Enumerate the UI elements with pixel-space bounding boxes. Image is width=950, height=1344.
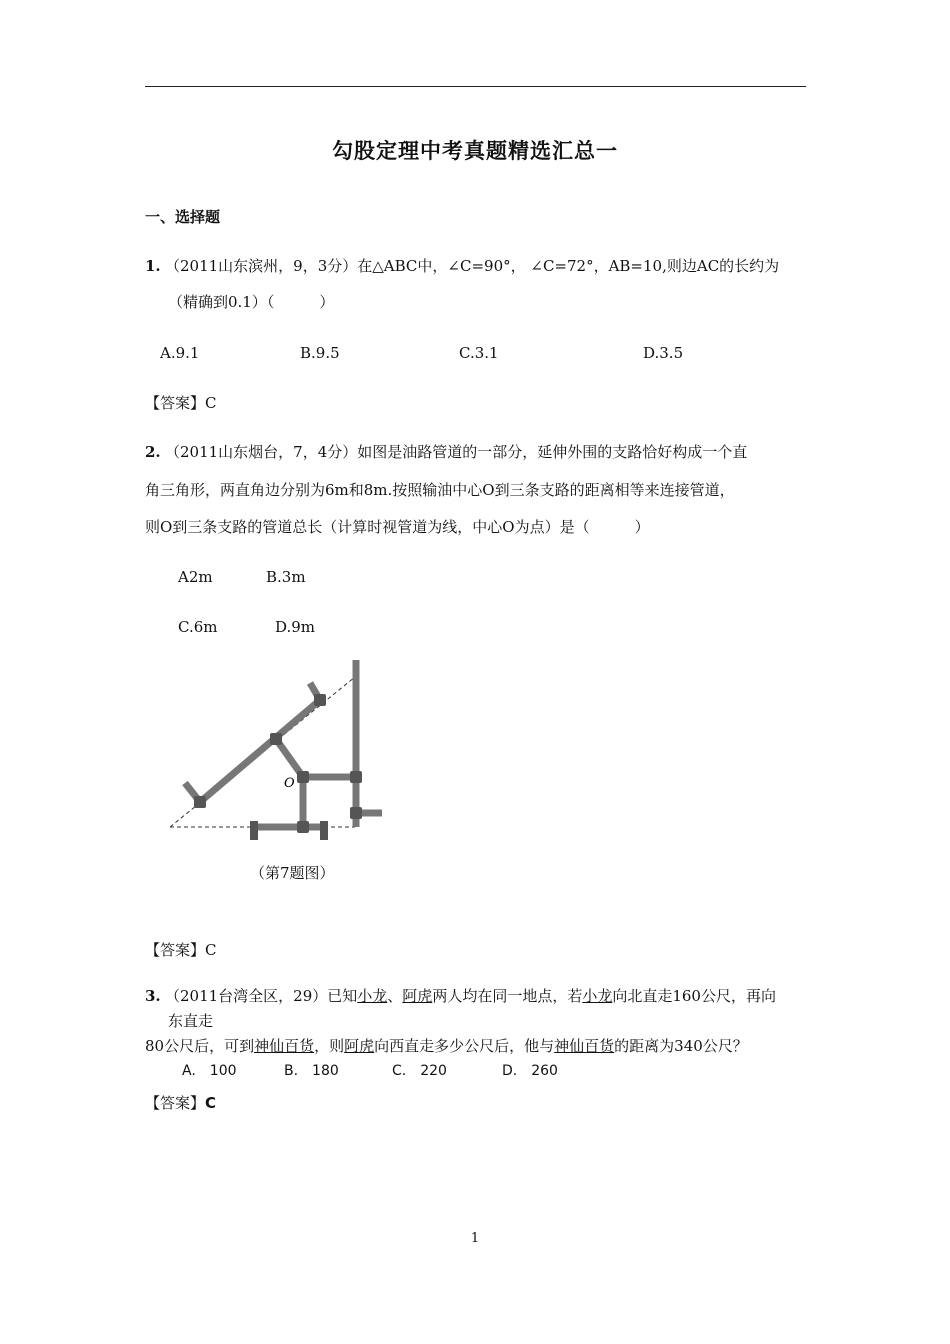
q2-answer: 【答案】C — [145, 941, 217, 959]
q3-l3-a: 80公尺后，可到 — [145, 1037, 255, 1055]
q3-number-text: 3. — [145, 987, 161, 1005]
base-cap-left — [250, 821, 258, 840]
q2-number: 2. — [145, 443, 161, 461]
q3-l3-g: 的距离为340公尺？ — [614, 1037, 748, 1055]
q1-option-d: D.3.5 — [643, 344, 684, 362]
q3-name-xiaolong: 小龙 — [357, 987, 388, 1005]
q2-option-b: B.3m — [266, 568, 306, 586]
joint — [194, 796, 206, 808]
pipe-joints — [194, 694, 362, 840]
figure-caption: （第7题图） — [250, 864, 335, 882]
page-title: 勾股定理中考真题精选汇总一 — [332, 139, 618, 163]
header-rule — [145, 86, 806, 87]
q3-place-shenxian: 神仙百货 — [254, 1037, 315, 1055]
q3-place-shenxian-2: 神仙百货 — [554, 1037, 615, 1055]
joint — [350, 807, 362, 819]
q3-text-line2: 东直走 — [168, 1012, 214, 1030]
q3-text-line3 — [145, 1036, 748, 1056]
q3-number — [145, 986, 161, 1006]
q3-l1-e: 两人均在同一地点，若 — [432, 987, 583, 1005]
joint — [297, 821, 309, 833]
q3-text-line1 — [165, 986, 776, 1006]
q3-l1-c: 、 — [387, 987, 403, 1005]
q1-text-line1: （2011山东滨州，9，3分）在△ABC中，∠C=90°， ∠C=72°，AB=10,则边AC的长约为 — [165, 257, 780, 275]
q3-name-xiaolong-2: 小龙 — [582, 987, 613, 1005]
q3-option-d: D. 260 — [502, 1063, 558, 1079]
center-o-label: O — [284, 776, 295, 791]
pipeline-figure — [160, 655, 400, 840]
q3-name-ahu: 阿虎 — [402, 987, 433, 1005]
q2-option-a: A2m — [178, 568, 213, 586]
pipes — [185, 660, 382, 827]
q3-option-c: C. 220 — [392, 1063, 447, 1079]
q1-number: 1. — [145, 257, 161, 275]
q3-l3-e: 向西直走多少公尺后，他与 — [374, 1037, 555, 1055]
q3-answer-value: C — [205, 1094, 217, 1112]
q3-l1-a: （2011台湾全区，29）已知 — [165, 987, 358, 1005]
q3-answer — [145, 1093, 216, 1113]
joint — [314, 694, 326, 706]
q1-answer: 【答案】C — [145, 394, 217, 412]
joint — [270, 733, 282, 745]
q2-option-d: D.9m — [275, 618, 316, 636]
q3-l3-c: ，则 — [314, 1037, 345, 1055]
q2-text-line2: 角三角形，两直角边分别为6m和8m.按照输油中心O到三条支路的距离相等来连接管道， — [145, 481, 735, 499]
q3-answer-label: 【答案】 — [145, 1094, 206, 1112]
q1-option-c: C.3.1 — [459, 344, 499, 362]
joint — [297, 771, 309, 783]
q3-option-b: B. 180 — [284, 1063, 339, 1079]
q3-l1-g: 向北直走160公尺，再向 — [612, 987, 776, 1005]
q1-option-a: A.9.1 — [160, 344, 200, 362]
joint — [350, 771, 362, 783]
q2-text-line3: 则O到三条支路的管道总长（计算时视管道为线，中心O为点）是（ ） — [145, 518, 650, 536]
q1-option-b: B.9.5 — [300, 344, 340, 362]
base-cap-right — [320, 821, 328, 840]
section-heading: 一、选择题 — [145, 208, 221, 226]
q2-text-line1: （2011山东烟台，7，4分）如图是油路管道的一部分，延伸外围的支路恰好构成一个直 — [165, 443, 748, 461]
q3-name-ahu-2: 阿虎 — [344, 1037, 375, 1055]
page-number: 1 — [470, 1231, 480, 1246]
q2-option-c: C.6m — [178, 618, 218, 636]
q1-text-line2: （精确到0.1）（ ） — [168, 293, 335, 311]
q3-option-a: A. 100 — [182, 1063, 237, 1079]
